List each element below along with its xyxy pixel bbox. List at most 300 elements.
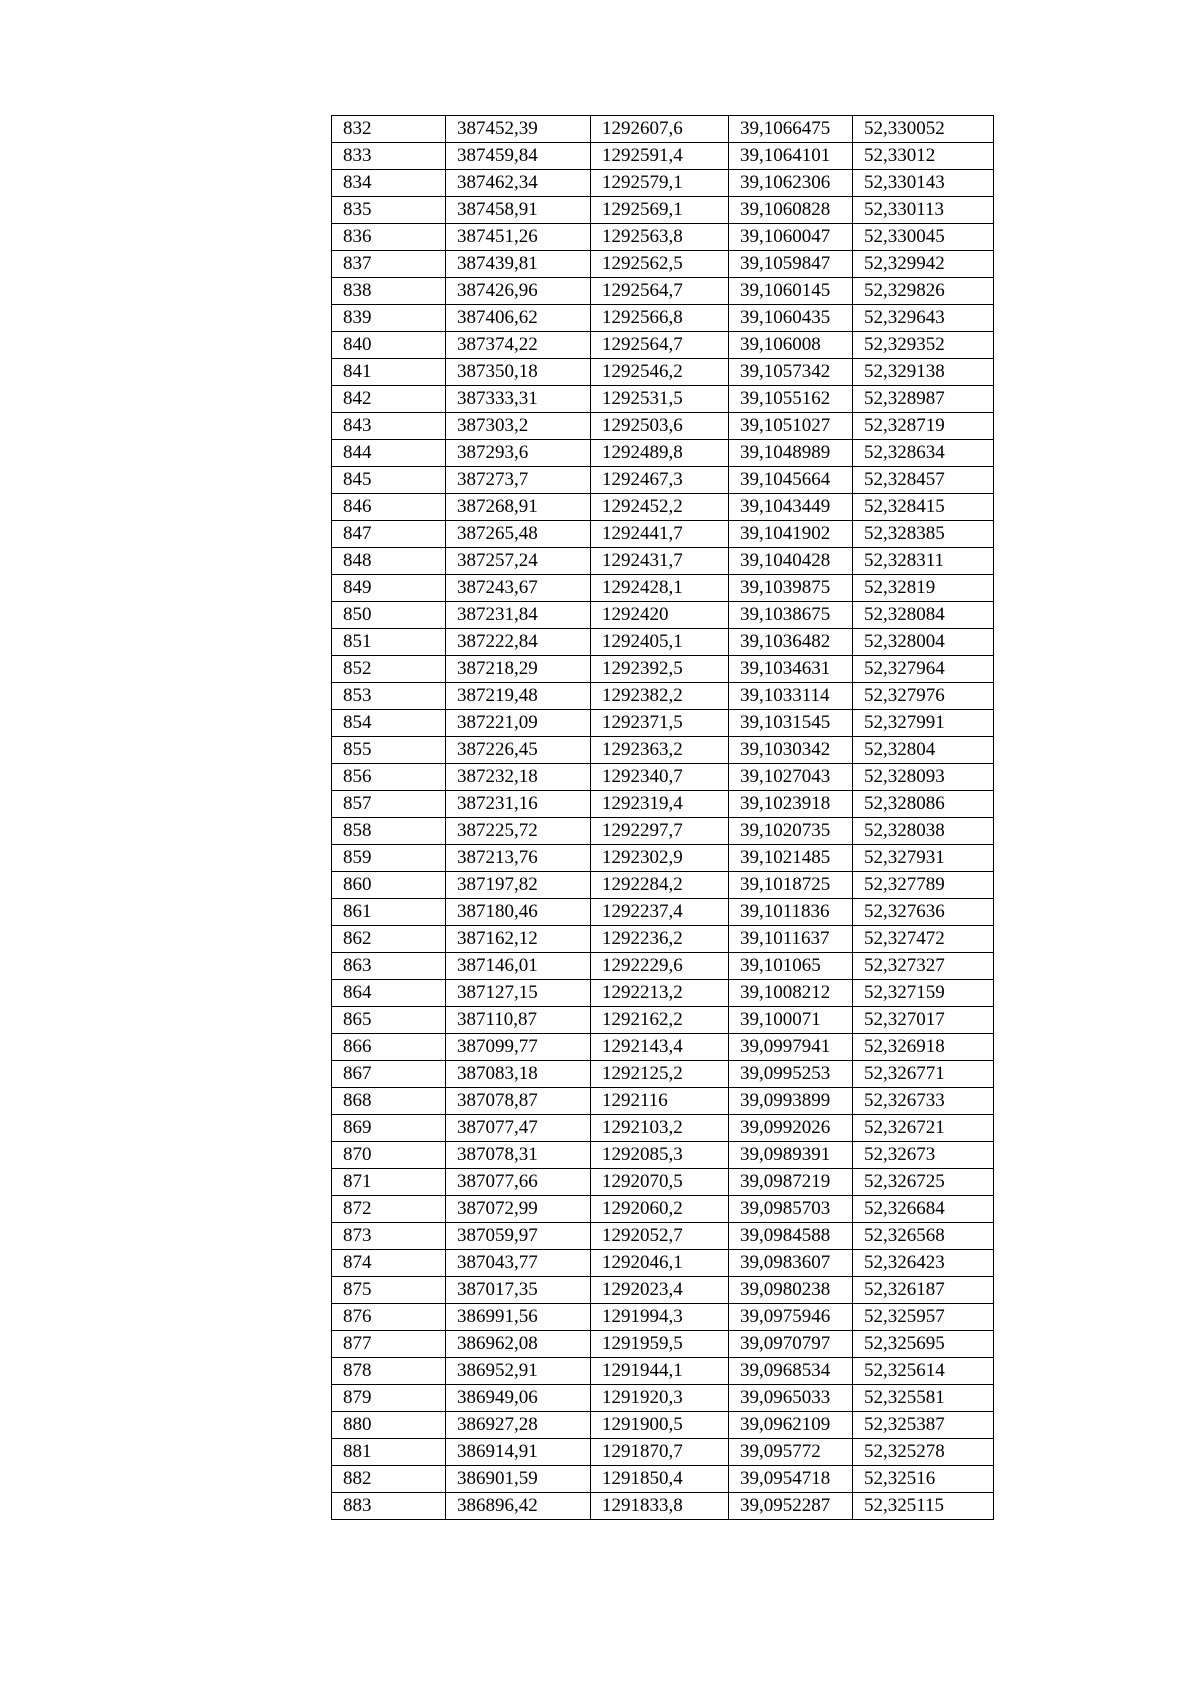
y-coordinate-cell: 1292371,5 <box>591 710 729 737</box>
x-coordinate-cell: 387072,99 <box>446 1196 591 1223</box>
point-number-cell: 841 <box>332 359 446 386</box>
longitude-cell: 39,1048989 <box>729 440 853 467</box>
y-coordinate-cell: 1292564,7 <box>591 332 729 359</box>
longitude-cell: 39,0975946 <box>729 1304 853 1331</box>
table-row <box>332 1358 994 1385</box>
point-number-cell: 860 <box>332 872 446 899</box>
table-row <box>332 1088 994 1115</box>
table-row <box>332 1385 994 1412</box>
table-row <box>332 764 994 791</box>
table-row <box>332 1007 994 1034</box>
x-coordinate-cell: 387273,7 <box>446 467 591 494</box>
y-coordinate-cell: 1292297,7 <box>591 818 729 845</box>
y-coordinate-cell: 1292546,2 <box>591 359 729 386</box>
longitude-cell: 39,1011836 <box>729 899 853 926</box>
x-coordinate-cell: 386991,56 <box>446 1304 591 1331</box>
longitude-cell: 39,0965033 <box>729 1385 853 1412</box>
longitude-cell: 39,0962109 <box>729 1412 853 1439</box>
table-row <box>332 413 994 440</box>
table-row <box>332 278 994 305</box>
latitude-cell: 52,327964 <box>853 656 994 683</box>
longitude-cell: 39,0985703 <box>729 1196 853 1223</box>
point-number-cell: 843 <box>332 413 446 440</box>
x-coordinate-cell: 387459,84 <box>446 143 591 170</box>
longitude-cell: 39,0984588 <box>729 1223 853 1250</box>
x-coordinate-cell: 387439,81 <box>446 251 591 278</box>
y-coordinate-cell: 1292125,2 <box>591 1061 729 1088</box>
table-row <box>332 332 994 359</box>
table-row <box>332 143 994 170</box>
table-row <box>332 1223 994 1250</box>
point-number-cell: 850 <box>332 602 446 629</box>
y-coordinate-cell: 1292143,4 <box>591 1034 729 1061</box>
y-coordinate-cell: 1292237,4 <box>591 899 729 926</box>
table-row <box>332 1061 994 1088</box>
longitude-cell: 39,1040428 <box>729 548 853 575</box>
point-number-cell: 874 <box>332 1250 446 1277</box>
x-coordinate-cell: 387213,76 <box>446 845 591 872</box>
latitude-cell: 52,325957 <box>853 1304 994 1331</box>
point-number-cell: 855 <box>332 737 446 764</box>
latitude-cell: 52,329643 <box>853 305 994 332</box>
y-coordinate-cell: 1292531,5 <box>591 386 729 413</box>
y-coordinate-cell: 1292563,8 <box>591 224 729 251</box>
point-number-cell: 856 <box>332 764 446 791</box>
latitude-cell: 52,325695 <box>853 1331 994 1358</box>
longitude-cell: 39,1057342 <box>729 359 853 386</box>
y-coordinate-cell: 1292607,6 <box>591 116 729 143</box>
y-coordinate-cell: 1292441,7 <box>591 521 729 548</box>
x-coordinate-cell: 387017,35 <box>446 1277 591 1304</box>
latitude-cell: 52,328987 <box>853 386 994 413</box>
y-coordinate-cell: 1292213,2 <box>591 980 729 1007</box>
point-number-cell: 846 <box>332 494 446 521</box>
point-number-cell: 882 <box>332 1466 446 1493</box>
x-coordinate-cell: 387127,15 <box>446 980 591 1007</box>
longitude-cell: 39,1008212 <box>729 980 853 1007</box>
point-number-cell: 859 <box>332 845 446 872</box>
y-coordinate-cell: 1292503,6 <box>591 413 729 440</box>
point-number-cell: 872 <box>332 1196 446 1223</box>
y-coordinate-cell: 1292428,1 <box>591 575 729 602</box>
longitude-cell: 39,0970797 <box>729 1331 853 1358</box>
x-coordinate-cell: 386962,08 <box>446 1331 591 1358</box>
x-coordinate-cell: 387078,87 <box>446 1088 591 1115</box>
y-coordinate-cell: 1292162,2 <box>591 1007 729 1034</box>
y-coordinate-cell: 1292569,1 <box>591 197 729 224</box>
latitude-cell: 52,328634 <box>853 440 994 467</box>
longitude-cell: 39,0997941 <box>729 1034 853 1061</box>
x-coordinate-cell: 387219,48 <box>446 683 591 710</box>
longitude-cell: 39,0995253 <box>729 1061 853 1088</box>
longitude-cell: 39,0993899 <box>729 1088 853 1115</box>
latitude-cell: 52,32516 <box>853 1466 994 1493</box>
table-row <box>332 710 994 737</box>
table-row <box>332 170 994 197</box>
x-coordinate-cell: 387077,66 <box>446 1169 591 1196</box>
table-row <box>332 548 994 575</box>
table-row <box>332 1412 994 1439</box>
latitude-cell: 52,327976 <box>853 683 994 710</box>
point-number-cell: 870 <box>332 1142 446 1169</box>
latitude-cell: 52,330045 <box>853 224 994 251</box>
table-row <box>332 359 994 386</box>
longitude-cell: 39,1018725 <box>729 872 853 899</box>
latitude-cell: 52,326423 <box>853 1250 994 1277</box>
longitude-cell: 39,1021485 <box>729 845 853 872</box>
x-coordinate-cell: 386914,91 <box>446 1439 591 1466</box>
x-coordinate-cell: 387222,84 <box>446 629 591 656</box>
x-coordinate-cell: 387243,67 <box>446 575 591 602</box>
longitude-cell: 39,1064101 <box>729 143 853 170</box>
latitude-cell: 52,32819 <box>853 575 994 602</box>
x-coordinate-cell: 387218,29 <box>446 656 591 683</box>
table-row <box>332 899 994 926</box>
longitude-cell: 39,1031545 <box>729 710 853 737</box>
latitude-cell: 52,329826 <box>853 278 994 305</box>
point-number-cell: 847 <box>332 521 446 548</box>
table-row <box>332 737 994 764</box>
x-coordinate-cell: 387162,12 <box>446 926 591 953</box>
longitude-cell: 39,1062306 <box>729 170 853 197</box>
point-number-cell: 864 <box>332 980 446 1007</box>
longitude-cell: 39,1051027 <box>729 413 853 440</box>
longitude-cell: 39,1011637 <box>729 926 853 953</box>
latitude-cell: 52,327159 <box>853 980 994 1007</box>
latitude-cell: 52,329138 <box>853 359 994 386</box>
longitude-cell: 39,1045664 <box>729 467 853 494</box>
latitude-cell: 52,326684 <box>853 1196 994 1223</box>
longitude-cell: 39,1060145 <box>729 278 853 305</box>
latitude-cell: 52,327636 <box>853 899 994 926</box>
point-number-cell: 844 <box>332 440 446 467</box>
point-number-cell: 834 <box>332 170 446 197</box>
x-coordinate-cell: 386949,06 <box>446 1385 591 1412</box>
table-row <box>332 1034 994 1061</box>
latitude-cell: 52,327789 <box>853 872 994 899</box>
point-number-cell: 848 <box>332 548 446 575</box>
latitude-cell: 52,327017 <box>853 1007 994 1034</box>
y-coordinate-cell: 1292103,2 <box>591 1115 729 1142</box>
x-coordinate-cell: 387099,77 <box>446 1034 591 1061</box>
y-coordinate-cell: 1292085,3 <box>591 1142 729 1169</box>
latitude-cell: 52,32673 <box>853 1142 994 1169</box>
table-row <box>332 116 994 143</box>
y-coordinate-cell: 1292023,4 <box>591 1277 729 1304</box>
latitude-cell: 52,326771 <box>853 1061 994 1088</box>
table-row <box>332 602 994 629</box>
latitude-cell: 52,326721 <box>853 1115 994 1142</box>
table-row <box>332 791 994 818</box>
longitude-cell: 39,1038675 <box>729 602 853 629</box>
x-coordinate-cell: 387462,34 <box>446 170 591 197</box>
y-coordinate-cell: 1292046,1 <box>591 1250 729 1277</box>
table-row <box>332 656 994 683</box>
latitude-cell: 52,330052 <box>853 116 994 143</box>
x-coordinate-cell: 386901,59 <box>446 1466 591 1493</box>
x-coordinate-cell: 387221,09 <box>446 710 591 737</box>
y-coordinate-cell: 1292363,2 <box>591 737 729 764</box>
point-number-cell: 845 <box>332 467 446 494</box>
y-coordinate-cell: 1292431,7 <box>591 548 729 575</box>
x-coordinate-cell: 386952,91 <box>446 1358 591 1385</box>
table-row <box>332 251 994 278</box>
x-coordinate-cell: 387350,18 <box>446 359 591 386</box>
table-row <box>332 1277 994 1304</box>
x-coordinate-cell: 387231,84 <box>446 602 591 629</box>
latitude-cell: 52,330143 <box>853 170 994 197</box>
coordinates-table <box>331 115 994 1520</box>
table-row <box>332 1331 994 1358</box>
x-coordinate-cell: 387197,82 <box>446 872 591 899</box>
y-coordinate-cell: 1292591,4 <box>591 143 729 170</box>
point-number-cell: 869 <box>332 1115 446 1142</box>
table-row <box>332 1196 994 1223</box>
table-row <box>332 1466 994 1493</box>
x-coordinate-cell: 387043,77 <box>446 1250 591 1277</box>
longitude-cell: 39,1055162 <box>729 386 853 413</box>
longitude-cell: 39,0980238 <box>729 1277 853 1304</box>
longitude-cell: 39,101065 <box>729 953 853 980</box>
point-number-cell: 851 <box>332 629 446 656</box>
longitude-cell: 39,0989391 <box>729 1142 853 1169</box>
x-coordinate-cell: 386896,42 <box>446 1493 591 1520</box>
point-number-cell: 883 <box>332 1493 446 1520</box>
x-coordinate-cell: 387257,24 <box>446 548 591 575</box>
x-coordinate-cell: 387293,6 <box>446 440 591 467</box>
point-number-cell: 838 <box>332 278 446 305</box>
x-coordinate-cell: 387265,48 <box>446 521 591 548</box>
latitude-cell: 52,327472 <box>853 926 994 953</box>
point-number-cell: 881 <box>332 1439 446 1466</box>
longitude-cell: 39,1066475 <box>729 116 853 143</box>
table-row <box>332 1439 994 1466</box>
table-row <box>332 494 994 521</box>
x-coordinate-cell: 387451,26 <box>446 224 591 251</box>
point-number-cell: 877 <box>332 1331 446 1358</box>
latitude-cell: 52,33012 <box>853 143 994 170</box>
x-coordinate-cell: 386927,28 <box>446 1412 591 1439</box>
y-coordinate-cell: 1291833,8 <box>591 1493 729 1520</box>
x-coordinate-cell: 387059,97 <box>446 1223 591 1250</box>
y-coordinate-cell: 1291870,7 <box>591 1439 729 1466</box>
point-number-cell: 836 <box>332 224 446 251</box>
x-coordinate-cell: 387231,16 <box>446 791 591 818</box>
point-number-cell: 875 <box>332 1277 446 1304</box>
longitude-cell: 39,1041902 <box>729 521 853 548</box>
latitude-cell: 52,328093 <box>853 764 994 791</box>
y-coordinate-cell: 1292452,2 <box>591 494 729 521</box>
latitude-cell: 52,325278 <box>853 1439 994 1466</box>
latitude-cell: 52,325581 <box>853 1385 994 1412</box>
point-number-cell: 842 <box>332 386 446 413</box>
coordinates-table-body <box>332 116 994 1520</box>
latitude-cell: 52,328004 <box>853 629 994 656</box>
x-coordinate-cell: 387225,72 <box>446 818 591 845</box>
y-coordinate-cell: 1292060,2 <box>591 1196 729 1223</box>
longitude-cell: 39,0992026 <box>729 1115 853 1142</box>
x-coordinate-cell: 387303,2 <box>446 413 591 440</box>
x-coordinate-cell: 387268,91 <box>446 494 591 521</box>
x-coordinate-cell: 387333,31 <box>446 386 591 413</box>
longitude-cell: 39,0952287 <box>729 1493 853 1520</box>
longitude-cell: 39,1043449 <box>729 494 853 521</box>
x-coordinate-cell: 387426,96 <box>446 278 591 305</box>
y-coordinate-cell: 1292564,7 <box>591 278 729 305</box>
point-number-cell: 832 <box>332 116 446 143</box>
y-coordinate-cell: 1292489,8 <box>591 440 729 467</box>
longitude-cell: 39,1034631 <box>729 656 853 683</box>
table-row <box>332 980 994 1007</box>
x-coordinate-cell: 387078,31 <box>446 1142 591 1169</box>
table-row <box>332 197 994 224</box>
point-number-cell: 879 <box>332 1385 446 1412</box>
x-coordinate-cell: 387110,87 <box>446 1007 591 1034</box>
latitude-cell: 52,328311 <box>853 548 994 575</box>
longitude-cell: 39,0983607 <box>729 1250 853 1277</box>
y-coordinate-cell: 1291900,5 <box>591 1412 729 1439</box>
latitude-cell: 52,328038 <box>853 818 994 845</box>
table-row <box>332 926 994 953</box>
table-row <box>332 1250 994 1277</box>
y-coordinate-cell: 1292236,2 <box>591 926 729 953</box>
point-number-cell: 863 <box>332 953 446 980</box>
longitude-cell: 39,1059847 <box>729 251 853 278</box>
x-coordinate-cell: 387180,46 <box>446 899 591 926</box>
latitude-cell: 52,325115 <box>853 1493 994 1520</box>
longitude-cell: 39,100071 <box>729 1007 853 1034</box>
point-number-cell: 840 <box>332 332 446 359</box>
x-coordinate-cell: 387374,22 <box>446 332 591 359</box>
longitude-cell: 39,1027043 <box>729 764 853 791</box>
y-coordinate-cell: 1291959,5 <box>591 1331 729 1358</box>
latitude-cell: 52,326568 <box>853 1223 994 1250</box>
longitude-cell: 39,1060047 <box>729 224 853 251</box>
point-number-cell: 858 <box>332 818 446 845</box>
latitude-cell: 52,329942 <box>853 251 994 278</box>
x-coordinate-cell: 387232,18 <box>446 764 591 791</box>
latitude-cell: 52,327931 <box>853 845 994 872</box>
table-row <box>332 386 994 413</box>
latitude-cell: 52,326733 <box>853 1088 994 1115</box>
longitude-cell: 39,106008 <box>729 332 853 359</box>
longitude-cell: 39,1030342 <box>729 737 853 764</box>
y-coordinate-cell: 1292302,9 <box>591 845 729 872</box>
point-number-cell: 878 <box>332 1358 446 1385</box>
y-coordinate-cell: 1292319,4 <box>591 791 729 818</box>
table-row <box>332 953 994 980</box>
latitude-cell: 52,326918 <box>853 1034 994 1061</box>
point-number-cell: 867 <box>332 1061 446 1088</box>
y-coordinate-cell: 1291850,4 <box>591 1466 729 1493</box>
point-number-cell: 833 <box>332 143 446 170</box>
point-number-cell: 854 <box>332 710 446 737</box>
x-coordinate-cell: 387077,47 <box>446 1115 591 1142</box>
y-coordinate-cell: 1292070,5 <box>591 1169 729 1196</box>
table-row <box>332 521 994 548</box>
point-number-cell: 837 <box>332 251 446 278</box>
point-number-cell: 871 <box>332 1169 446 1196</box>
latitude-cell: 52,327327 <box>853 953 994 980</box>
y-coordinate-cell: 1292562,5 <box>591 251 729 278</box>
latitude-cell: 52,325614 <box>853 1358 994 1385</box>
longitude-cell: 39,0968534 <box>729 1358 853 1385</box>
latitude-cell: 52,32804 <box>853 737 994 764</box>
y-coordinate-cell: 1291944,1 <box>591 1358 729 1385</box>
point-number-cell: 857 <box>332 791 446 818</box>
longitude-cell: 39,1033114 <box>729 683 853 710</box>
point-number-cell: 865 <box>332 1007 446 1034</box>
y-coordinate-cell: 1291920,3 <box>591 1385 729 1412</box>
point-number-cell: 849 <box>332 575 446 602</box>
y-coordinate-cell: 1292116 <box>591 1088 729 1115</box>
latitude-cell: 52,328084 <box>853 602 994 629</box>
table-row <box>332 440 994 467</box>
y-coordinate-cell: 1292340,7 <box>591 764 729 791</box>
latitude-cell: 52,328086 <box>853 791 994 818</box>
table-row <box>332 872 994 899</box>
latitude-cell: 52,328457 <box>853 467 994 494</box>
x-coordinate-cell: 387146,01 <box>446 953 591 980</box>
longitude-cell: 39,1023918 <box>729 791 853 818</box>
table-row <box>332 1493 994 1520</box>
longitude-cell: 39,1039875 <box>729 575 853 602</box>
table-row <box>332 1115 994 1142</box>
table-row <box>332 845 994 872</box>
x-coordinate-cell: 387452,39 <box>446 116 591 143</box>
y-coordinate-cell: 1292579,1 <box>591 170 729 197</box>
point-number-cell: 861 <box>332 899 446 926</box>
y-coordinate-cell: 1292392,5 <box>591 656 729 683</box>
x-coordinate-cell: 387406,62 <box>446 305 591 332</box>
point-number-cell: 852 <box>332 656 446 683</box>
point-number-cell: 853 <box>332 683 446 710</box>
latitude-cell: 52,330113 <box>853 197 994 224</box>
latitude-cell: 52,329352 <box>853 332 994 359</box>
table-row <box>332 305 994 332</box>
y-coordinate-cell: 1292420 <box>591 602 729 629</box>
point-number-cell: 839 <box>332 305 446 332</box>
table-row <box>332 467 994 494</box>
point-number-cell: 868 <box>332 1088 446 1115</box>
latitude-cell: 52,328415 <box>853 494 994 521</box>
y-coordinate-cell: 1292405,1 <box>591 629 729 656</box>
table-row <box>332 818 994 845</box>
table-row <box>332 683 994 710</box>
table-row <box>332 629 994 656</box>
point-number-cell: 835 <box>332 197 446 224</box>
x-coordinate-cell: 387083,18 <box>446 1061 591 1088</box>
point-number-cell: 873 <box>332 1223 446 1250</box>
point-number-cell: 866 <box>332 1034 446 1061</box>
table-row <box>332 1142 994 1169</box>
y-coordinate-cell: 1292052,7 <box>591 1223 729 1250</box>
y-coordinate-cell: 1292229,6 <box>591 953 729 980</box>
latitude-cell: 52,326725 <box>853 1169 994 1196</box>
table-row <box>332 1304 994 1331</box>
x-coordinate-cell: 387226,45 <box>446 737 591 764</box>
table-row <box>332 575 994 602</box>
longitude-cell: 39,1036482 <box>729 629 853 656</box>
y-coordinate-cell: 1291994,3 <box>591 1304 729 1331</box>
y-coordinate-cell: 1292566,8 <box>591 305 729 332</box>
y-coordinate-cell: 1292467,3 <box>591 467 729 494</box>
x-coordinate-cell: 387458,91 <box>446 197 591 224</box>
latitude-cell: 52,326187 <box>853 1277 994 1304</box>
longitude-cell: 39,1020735 <box>729 818 853 845</box>
point-number-cell: 880 <box>332 1412 446 1439</box>
latitude-cell: 52,325387 <box>853 1412 994 1439</box>
